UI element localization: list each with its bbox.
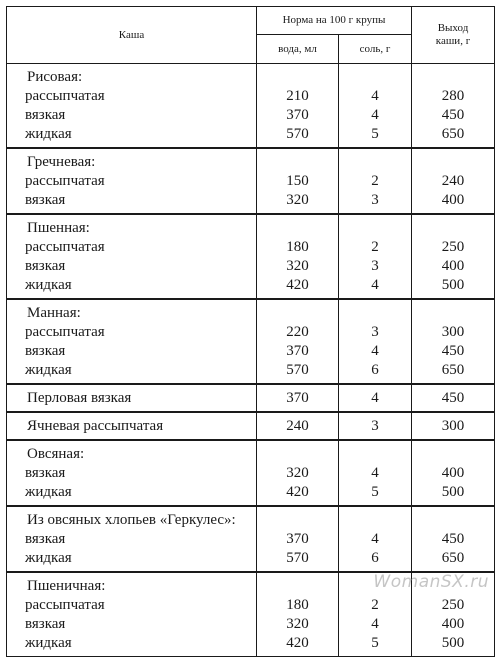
yield-value: 250 [412,238,495,257]
water-value: 570 [257,549,339,572]
header-porridge: Каша [7,7,257,64]
water-value: 150 [257,172,339,191]
salt-value: 3 [339,412,412,440]
table-group [7,64,495,149]
table-row [7,412,495,440]
table-row [7,384,495,412]
water-value: 420 [257,276,339,299]
yield-value: 300 [412,412,495,440]
porridge-name: жидкая [7,549,257,572]
salt-value: 2 [339,596,412,615]
porridge-name: вязкая [7,191,257,214]
table-row [7,125,495,148]
header-yield-line2: каши, г [435,35,471,47]
empty-cell [257,214,339,238]
yield-value: 400 [412,191,495,214]
salt-value: 6 [339,361,412,384]
yield-value: 450 [412,342,495,361]
empty-cell [257,572,339,596]
water-value: 240 [257,412,339,440]
table-group [7,299,495,384]
group-title: Пшенная: [7,214,257,238]
yield-value: 400 [412,257,495,276]
yield-value: 650 [412,125,495,148]
salt-value: 3 [339,257,412,276]
salt-value: 5 [339,634,412,657]
yield-value: 300 [412,323,495,342]
salt-value: 4 [339,276,412,299]
header-salt: соль, г [339,35,412,64]
empty-cell [412,148,495,172]
empty-cell [257,299,339,323]
porridge-name: жидкая [7,361,257,384]
water-value: 320 [257,464,339,483]
porridge-name: Перловая вязкая [7,384,257,412]
empty-cell [412,440,495,464]
water-value: 180 [257,238,339,257]
empty-cell [339,440,412,464]
water-value: 320 [257,191,339,214]
watermark: WomanSX.ru [373,572,489,592]
salt-value: 2 [339,238,412,257]
group-title: Овсяная: [7,440,257,464]
empty-cell [257,440,339,464]
empty-cell [412,64,495,88]
water-value: 180 [257,596,339,615]
table-group [7,506,495,572]
salt-value: 4 [339,87,412,106]
header-yield-line1: Выход [437,22,469,34]
empty-cell [339,148,412,172]
table-group [7,440,495,506]
water-value: 570 [257,361,339,384]
porridge-name: жидкая [7,483,257,506]
yield-value: 500 [412,483,495,506]
salt-value: 4 [339,615,412,634]
table-row [7,549,495,572]
group-title-row [7,64,495,88]
water-value: 210 [257,87,339,106]
water-value: 320 [257,257,339,276]
porridge-name: рассыпчатая [7,323,257,342]
porridge-name: рассыпчатая [7,172,257,191]
porridge-table-container [6,6,495,657]
table-row [7,634,495,657]
porridge-name: жидкая [7,276,257,299]
empty-cell [412,214,495,238]
water-value: 370 [257,106,339,125]
group-title: Рисовая: [7,64,257,88]
salt-value: 4 [339,464,412,483]
table-row [7,530,495,549]
salt-value: 2 [339,172,412,191]
water-value: 420 [257,483,339,506]
group-title: Из овсяных хлопьев «Геркулес»: [7,506,257,530]
porridge-name: Ячневая рассыпчатая [7,412,257,440]
yield-value: 240 [412,172,495,191]
salt-value: 4 [339,106,412,125]
table-row [7,276,495,299]
table-row [7,483,495,506]
yield-value: 450 [412,106,495,125]
group-title: Манная: [7,299,257,323]
table-row [7,87,495,106]
table-group [7,148,495,214]
header-norm: Норма на 100 г крупы [257,7,412,35]
table-row [7,323,495,342]
group-title-row [7,506,495,530]
table-row [7,172,495,191]
porridge-name: вязкая [7,257,257,276]
yield-value: 250 [412,596,495,615]
table-row [7,257,495,276]
porridge-name: рассыпчатая [7,87,257,106]
water-value: 570 [257,125,339,148]
porridge-name: вязкая [7,615,257,634]
group-title-row [7,214,495,238]
yield-value: 650 [412,549,495,572]
water-value: 320 [257,615,339,634]
yield-value: 500 [412,634,495,657]
table-row [7,361,495,384]
porridge-name: вязкая [7,106,257,125]
empty-cell [412,506,495,530]
empty-cell [339,299,412,323]
water-value: 370 [257,530,339,549]
yield-value: 500 [412,276,495,299]
table-row [7,342,495,361]
empty-cell [257,506,339,530]
table-row [7,106,495,125]
empty-cell [257,64,339,88]
water-value: 220 [257,323,339,342]
table-group [7,412,495,440]
table-group [7,384,495,412]
yield-value: 650 [412,361,495,384]
porridge-norms-table [6,6,495,657]
yield-value: 280 [412,87,495,106]
porridge-name: рассыпчатая [7,596,257,615]
empty-cell [257,148,339,172]
table-row [7,238,495,257]
yield-value: 450 [412,384,495,412]
empty-cell [339,214,412,238]
salt-value: 4 [339,530,412,549]
empty-cell [339,506,412,530]
salt-value: 3 [339,323,412,342]
water-value: 420 [257,634,339,657]
salt-value: 4 [339,342,412,361]
porridge-name: вязкая [7,464,257,483]
group-title-row [7,148,495,172]
yield-value: 400 [412,615,495,634]
header-yield [412,7,495,64]
table-row [7,615,495,634]
porridge-name: жидкая [7,634,257,657]
table-group [7,214,495,299]
salt-value: 4 [339,384,412,412]
salt-value: 3 [339,191,412,214]
porridge-name: рассыпчатая [7,238,257,257]
group-title-row [7,299,495,323]
water-value: 370 [257,342,339,361]
group-title: Пшеничная: [7,572,257,596]
table-row [7,464,495,483]
table-row [7,596,495,615]
porridge-name: жидкая [7,125,257,148]
salt-value: 5 [339,125,412,148]
salt-value: 5 [339,483,412,506]
water-value: 370 [257,384,339,412]
empty-cell [412,299,495,323]
porridge-name: вязкая [7,342,257,361]
porridge-name: вязкая [7,530,257,549]
yield-value: 450 [412,530,495,549]
empty-cell [339,64,412,88]
salt-value: 6 [339,549,412,572]
table-header [7,7,495,64]
table-row [7,191,495,214]
yield-value: 400 [412,464,495,483]
group-title-row [7,440,495,464]
group-title: Гречневая: [7,148,257,172]
header-water: вода, мл [257,35,339,64]
